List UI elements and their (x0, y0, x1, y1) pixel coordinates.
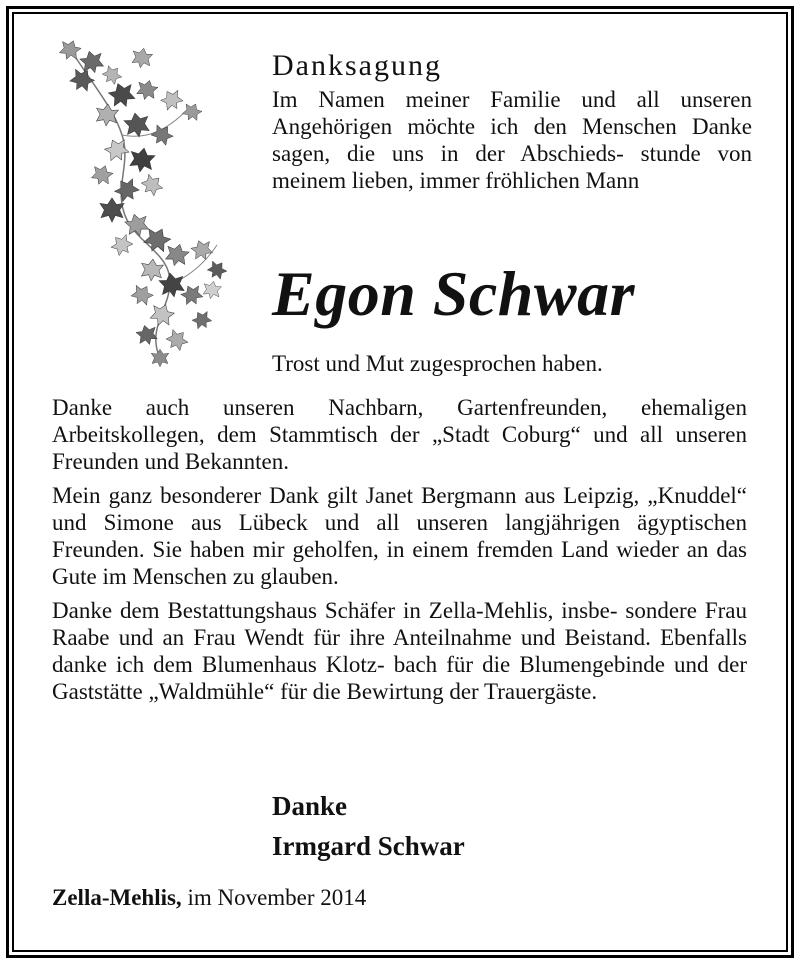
thanks-paragraph: Danke dem Bestattungshaus Schäfer in Zella-Mehlis, insbe- sondere Frau Raabe und an Frau Wendt für ihre Anteilnahme und Beistand. Ebenfalls danke ich dem Blumenhaus Klotz- bach für die Blumengebinde und der Gaststätte „Waldmühle“ für die Bewirtung der Trauergäste. (52, 598, 747, 704)
ivy-leaf (79, 49, 106, 76)
ivy-leaf (108, 231, 136, 259)
ivy-leaf (140, 258, 164, 282)
ivy-leaf (179, 282, 205, 308)
place-date (52, 884, 366, 912)
ivy-leaf (95, 103, 119, 127)
ivy-leaf (151, 349, 169, 367)
ivy-leaf (163, 326, 191, 354)
ivy-leaf (164, 242, 191, 269)
place: Zella-Mehlis, (52, 885, 182, 910)
ivy-leaf (131, 47, 154, 70)
ivy-leaf (202, 280, 222, 300)
thanks-paragraph: Mein ganz besonderer Dank gilt Janet Bergmann aus Leipzig, „Knuddel“ und Simone aus Lübeck und all unseren langjährigen ägyptischen Freunden. Sie haben mir geholfen, in einem fremden Land wieder an das Gute im Menschen zu glauben. (52, 483, 747, 589)
date: im November 2014 (187, 885, 367, 910)
ivy-leaf (128, 281, 155, 308)
closing-word: Danke (272, 791, 348, 821)
ivy-leaf (102, 135, 131, 164)
ivy-leaves-icon (52, 40, 237, 370)
ivy-leaf (189, 237, 214, 262)
signature-name: Irmgard Schwar (272, 831, 465, 861)
ivy-leaf (138, 171, 166, 199)
ivy-leaf (112, 175, 143, 206)
ivy-leaf (57, 40, 82, 63)
ivy-leaf (205, 258, 230, 283)
thanks-paragraph: Danke auch unseren Nachbarn, Gartenfreunden, ehemaligen Arbeitskollegen, dem Stammtisch der „Stadt Coburg“ und all unseren Freunden und Bekannten. (52, 395, 747, 474)
ivy-leaf (100, 198, 124, 222)
heading: Danksagung (272, 49, 442, 82)
ivy-leaf (135, 78, 159, 102)
signature-block (272, 786, 465, 866)
ivy-leaf (106, 79, 137, 110)
ivy-leaf (128, 146, 156, 174)
deceased-name: Egon Schwar (272, 258, 635, 329)
ivy-leaf (148, 301, 176, 329)
intro-end-text: Trost und Mut zugesprochen haben. (272, 351, 603, 376)
ivy-leaf (158, 86, 185, 113)
ivy-leaf (148, 121, 176, 149)
ivy-leaf (89, 162, 114, 187)
thanks-body (52, 394, 747, 712)
ivy-leaf (190, 308, 214, 332)
ivy-leaf (180, 100, 203, 123)
intro-text: Im Namen meiner Familie und all unseren Angehörigen möchte ich den Menschen Danke sagen, die uns in der Abschieds- stunde von meinem lieben, immer fröhlichen Mann (272, 87, 752, 193)
